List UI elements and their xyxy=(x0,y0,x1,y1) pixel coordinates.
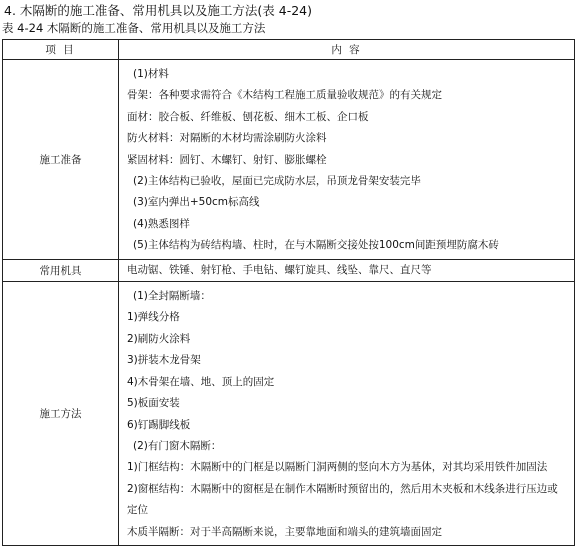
content-line: (1)材料 xyxy=(133,68,169,80)
table-row-tools xyxy=(3,259,575,281)
content-line: 面材：胶合板、纤维板、刨花板、细木工板、企口板 xyxy=(127,110,369,123)
table-header-row xyxy=(3,40,575,60)
item-cell-preparation: 施工准备 xyxy=(3,60,119,260)
construction-table xyxy=(2,39,575,546)
header-content xyxy=(119,40,575,60)
content-line: 5)板面安装 xyxy=(127,397,180,410)
content-cell-preparation xyxy=(119,60,575,260)
content-line: 1)门框结构：木隔断中的门框是以隔断门洞两侧的竖向木方为基体，对其均采用铁件加固法 xyxy=(127,461,548,474)
content-line: 骨架：各种要求需符合《木结构工程施工质量验收规范》的有关规定 xyxy=(127,89,442,102)
content-line: (2)主体结构已验收，屋面已完成防水层，吊顶龙骨架安装完毕 xyxy=(133,175,421,188)
table-caption: 表 4-24 木隔断的施工准备、常用机具以及施工方法 xyxy=(2,21,266,35)
content-line: 2)窗框结构：木隔断中的窗框是在制作木隔断时预留出的，然后用木夹板和木线条进行压边或定位 xyxy=(127,482,558,517)
content-line: (4)熟悉图样 xyxy=(133,217,190,230)
content-cell-tools xyxy=(119,259,575,281)
table-row-method xyxy=(3,282,575,546)
content-line: (3)室内弹出+50cm标高线 xyxy=(133,196,260,209)
content-line: 电动锯、铁锤、射钉枪、手电钻、螺钉旋具、线坠、靠尺、直尺等 xyxy=(127,263,432,276)
content-line: 2)刷防火涂料 xyxy=(127,332,191,345)
content-line: 紧固材料：圆钉、木螺钉、射钉、膨胀螺栓 xyxy=(127,153,327,166)
content-line: (2)有门窗木隔断： xyxy=(133,439,222,452)
section-heading: 4. 木隔断的施工准备、常用机具以及施工方法(表 4-24) xyxy=(4,3,312,18)
item-cell-method: 施工方法 xyxy=(3,282,119,546)
table-row-preparation xyxy=(3,60,575,260)
content-cell-method xyxy=(119,282,575,546)
content-line: (1)全封隔断墙： xyxy=(133,290,211,303)
header-content-label: 内 容 xyxy=(331,44,362,56)
content-line: 1)弹线分格 xyxy=(127,311,180,324)
content-line: 4)木骨架在墙、地、顶上的固定 xyxy=(127,375,275,388)
content-line: (5)主体结构为砖结构墙、柱时，在与木隔断交接处按100cm间距预埋防腐木砖 xyxy=(133,239,499,252)
content-line: 3)拼装木龙骨架 xyxy=(127,354,201,367)
header-item-label: 项 目 xyxy=(45,44,76,56)
content-line: 木质半隔断：对于半高隔断来说，主要靠地面和端头的建筑墙面固定 xyxy=(127,525,442,538)
header-item xyxy=(3,40,119,60)
content-line: 6)钉踢脚线板 xyxy=(127,418,191,431)
item-cell-tools: 常用机具 xyxy=(3,259,119,281)
content-line: 防火材料：对隔断的木材均需涂刷防火涂料 xyxy=(127,132,327,145)
